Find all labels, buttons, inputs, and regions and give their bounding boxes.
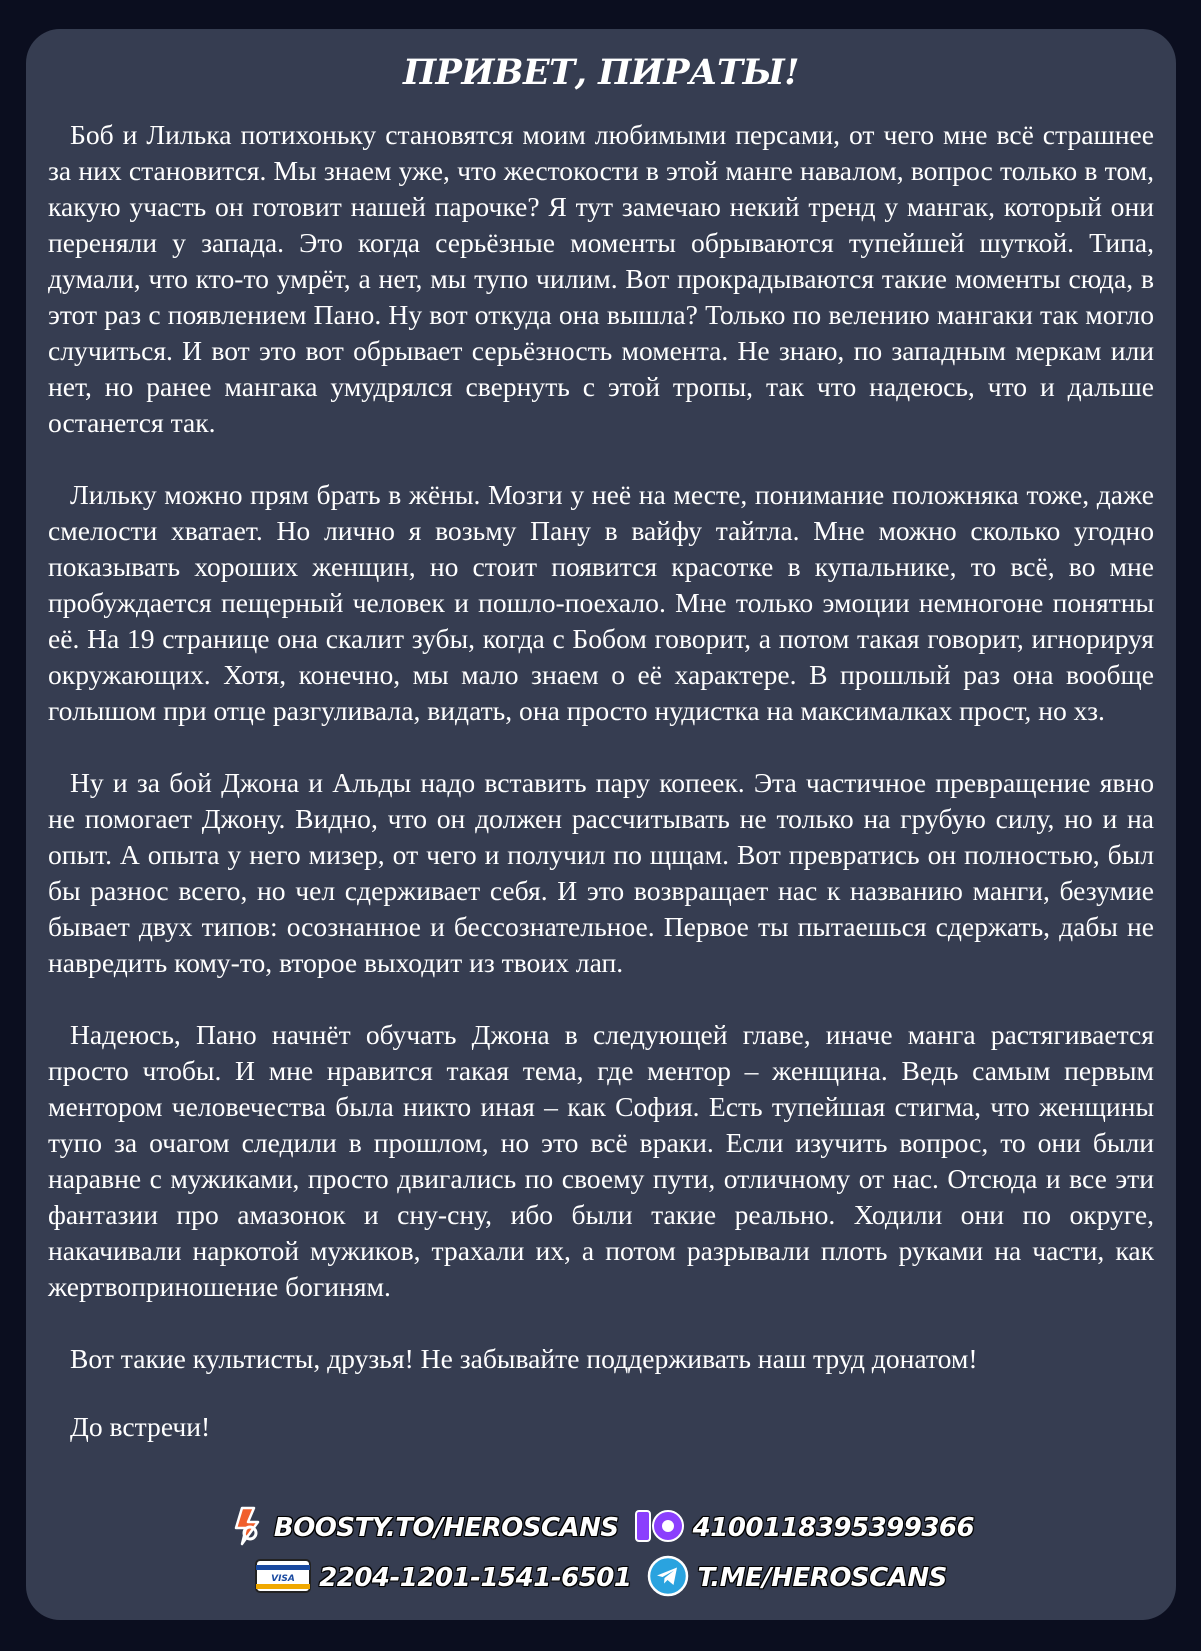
- visa-card-icon: [255, 1559, 311, 1598]
- links-row-1: [26, 1505, 1176, 1551]
- links-row-2: [26, 1555, 1176, 1601]
- svg-text:VISA: VISA: [271, 1573, 296, 1584]
- boosty-icon: [228, 1506, 266, 1551]
- closing-text: Вот такие культисты, друзья! Не забывайте поддерживать наш труд донатом!: [70, 1343, 978, 1374]
- yoomoney-label: 4100118395399366: [692, 1513, 975, 1543]
- paragraph-2: Лильку можно прям брать в жёны. Мозги у неё на месте, понимание положняка тоже, даже смелости хватает. Но лично я возьму Пану в вайфу тайтла. Мне можно сколько угодно показывать хороших женщин, но стоит появится красотке в купальнике, то всё, во мне пробуждается пещерный человек и пошло-поехало. Мне только эмоции немногоне понятны её. На 19 странице она скалит зубы, когда с Бобом говорит, а потом такая говорит, игнорируя окружающих. Хотя, конечно, мы мало знаем о её характере. В прошлый раз она вообще голышом при отце разгуливала, видать, она просто нудистка на максималках прост, но хз.: [48, 479, 1154, 726]
- paragraph-1: Боб и Лилька потихоньку становятся моим любимыми персами, от чего мне всё страшнее за них становится. Мы знаем уже, что жестокости в этой манге навалом, вопрос только в том, какую участь он готовит нашей парочке? Я тут замечаю некий тренд у мангак, который они переняли у запада. Это когда серьёзные моменты обрываются тупейшей шуткой. Типа, думали, что кто-то умрёт, а нет, мы тупо чилим. Вот прокрадываются такие моменты сюда, в этот раз с появлением Пано. Ну вот откуда она вышла? Только по велению мангаки так могло случиться. И вот это вот обрывает серьёзность момента. Не знаю, по западным меркам или нет, но ранее мангака умудрялся свернуть с этой тропы, так что надеюсь, что и дальше останется так.: [48, 119, 1154, 438]
- donation-links: [26, 1505, 1176, 1605]
- card-link[interactable]: [255, 1559, 631, 1598]
- yoomoney-icon: [635, 1507, 685, 1550]
- card-number-label: 2204-1201-1541-6501: [319, 1563, 632, 1593]
- paragraph-4: Надеюсь, Пано начнёт обучать Джона в следующей главе, иначе манга растягивается просто чтобы. И мне нравится такая тема, где ментор – женщина. Ведь самым первым ментором человечества была никто иная – как София. Есть тупейшая стигма, что женщины тупо за очагом следили в прошлом, но это всё враки. Если изучить вопрос, то они были наравне с мужиками, просто двигались по своему пути, отличному от нас. Отсюда и все эти фантазии про амазонок и сну-сну, ибо были такие реально. Ходили они по округе, накачивали наркотой мужиков, трахали их, а потом разрывали плоть руками на части, как жертвоприношение богиням.: [48, 1019, 1154, 1302]
- farewell-text: До встречи!: [70, 1411, 211, 1442]
- telegram-icon: [647, 1555, 689, 1602]
- yoomoney-link[interactable]: [635, 1507, 974, 1550]
- boosty-label: BOOSTY.TO/HEROSCANS: [273, 1513, 619, 1543]
- letter-card: [26, 29, 1176, 1620]
- paragraph-3: Ну и за бой Джона и Альды надо вставить пару копеек. Эта частичное превращение явно не помогает Джону. Видно, что он должен рассчитывать не только на грубую силу, но и на опыт. А опыта у него мизер, от чего и получил по щщам. Вот превратись он полностью, был бы разнос всего, но чел сдерживает себя. И это возвращает нас к названию манги, безумие бывает двух типов: осознанное и бессознательное. Первое ты пытаешься сдержать, дабы не навредить кому-то, второе выходит из твоих лап.: [48, 767, 1154, 978]
- telegram-link[interactable]: [647, 1555, 946, 1602]
- telegram-label: T.ME/HEROSCANS: [697, 1563, 947, 1593]
- boosty-link[interactable]: [228, 1506, 619, 1551]
- page-title: ПРИВЕТ, ПИРАТЫ!: [402, 52, 800, 93]
